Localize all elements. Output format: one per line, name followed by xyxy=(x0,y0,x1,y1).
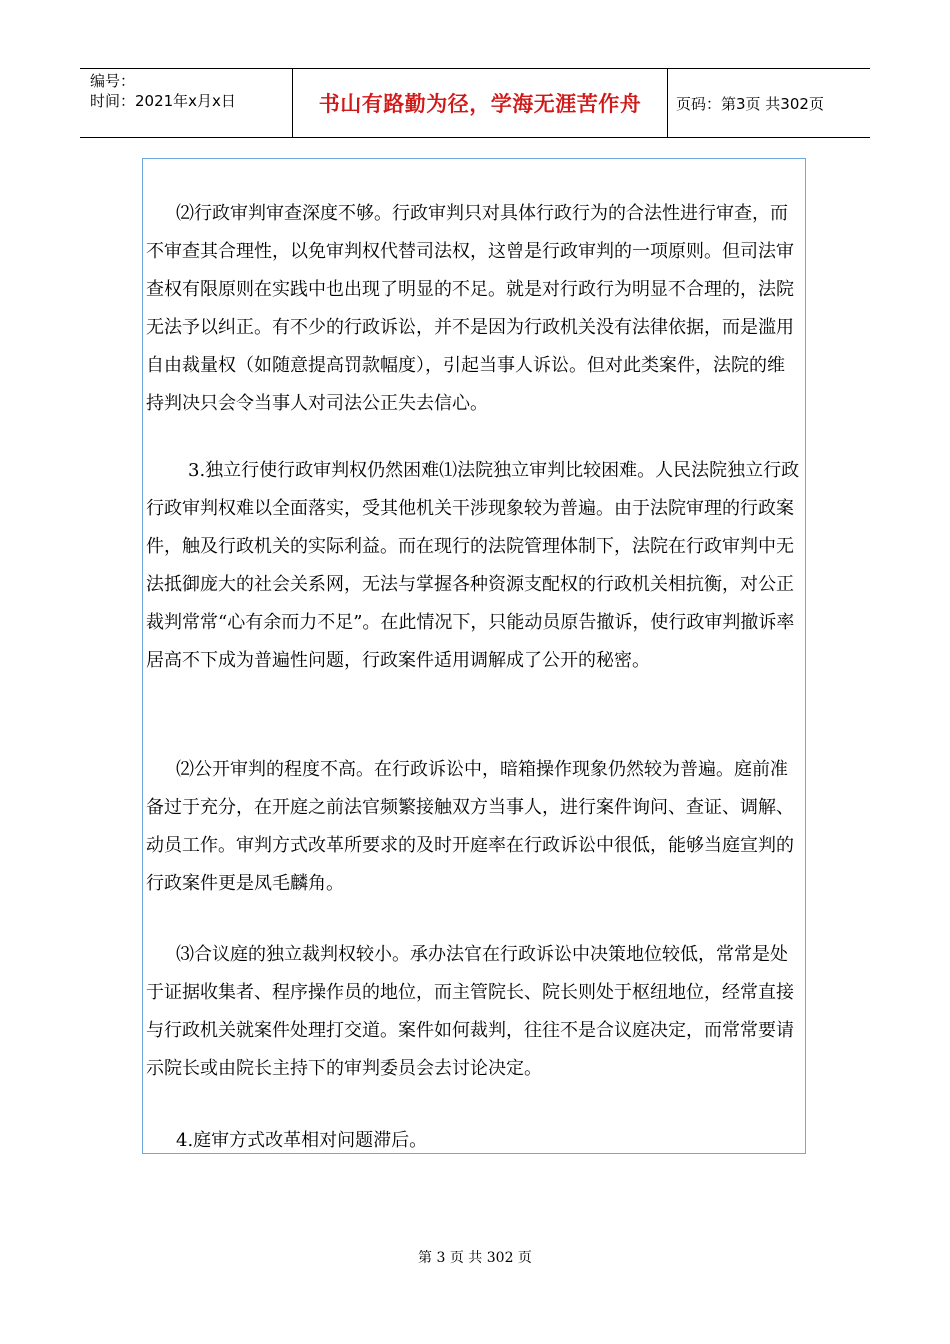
paragraph-3: ⑵公开审判的程度不高。在行政诉讼中，暗箱操作现象仍然较为普遍。庭前准备过于充分，在开庭之前法官频繁接触双方当事人，进行案件询问、查证、调解、动员工作。审判方式改革所要求的及时开庭率在行政诉讼中很低，能够当庭宣判的行政案件更是凤毛麟角。 xyxy=(146,759,794,894)
paragraph-2: 3.独立行使行政审判权仍然困难⑴法院独立审判比较困难。人民法院独立行政行政审判权难以全面落实，受其他机关干涉现象较为普遍。由于法院审理的行政案件，触及行政机关的实际利益。而在现行的法院管理体制下，法院在行政审判中无法抵御庞大的社会关系网，无法与掌握各种资源支配权的行政机关相抗衡，对公正裁判常常“心有余而力不足”。在此情况下，只能动员原告撤诉，使行政审判撤诉率居高不下成为普遍性问题，行政案件适用调解成了公开的秘密。 xyxy=(146,460,800,671)
time-label: 时间：2021年x月x日 xyxy=(90,92,236,110)
number-label: 编号： xyxy=(90,72,136,90)
paragraph-4: ⑶合议庭的独立裁判权较小。承办法官在行政诉讼中决策地位较低，常常是处于证据收集者、程序操作员的地位，而主管院长、院长则处于枢纽地位，经常直接与行政机关就案件处理打交道。案件如何裁判，往往不是合议庭决定，而常常要请示院长或由院长主持下的审判委员会去讨论决定。 xyxy=(146,944,794,1079)
page-footer: 第 3 页 共 302 页 xyxy=(418,1250,532,1266)
page-header xyxy=(80,68,870,138)
page-info: 页码：第3页 共302页 xyxy=(676,94,824,113)
header-motto-cell xyxy=(293,69,668,137)
motto-text: 书山有路勤为径，学海无涯苦作舟 xyxy=(318,91,642,116)
paragraph-5: 4.庭审方式改革相对问题滞后。 xyxy=(176,1130,428,1151)
header-page-info-cell xyxy=(668,69,870,137)
header-meta xyxy=(80,69,293,137)
paragraph-1: ⑵行政审判审查深度不够。行政审判只对具体行政行为的合法性进行审查，而不审查其合理性，以免审判权代替司法权，这曾是行政审判的一项原则。但司法审查权有限原则在实践中也出现了明显的不足。就是对行政行为明显不合理的，法院无法予以纠正。有不少的行政诉讼，并不是因为行政机关没有法律依据，而是滥用自由裁量权（如随意提高罚款幅度），引起当事人诉讼。但对此类案件，法院的维持判决只会令当事人对司法公正失去信心。 xyxy=(146,203,794,414)
content-frame xyxy=(142,158,806,1154)
